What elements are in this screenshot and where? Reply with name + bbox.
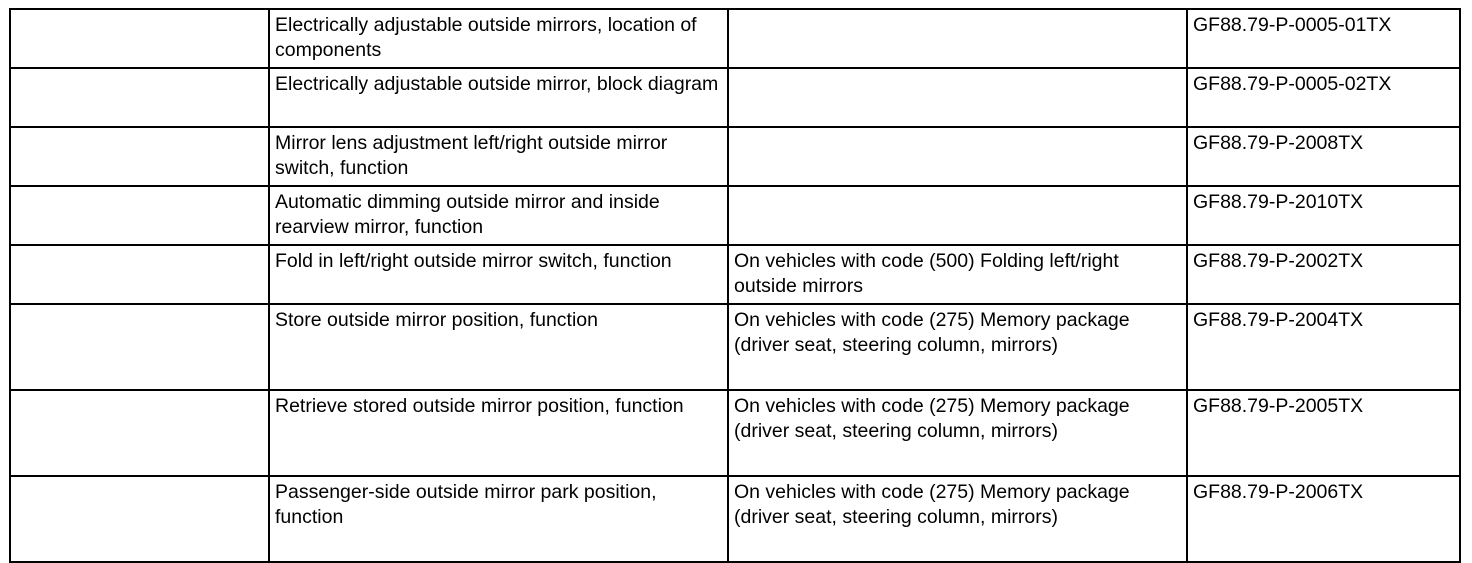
- condition-note-cell: [728, 127, 1187, 186]
- condition-note-cell: On vehicles with code (500) Folding left/right outside mirrors: [728, 245, 1187, 304]
- blank-cell: [10, 304, 269, 390]
- document-title-cell: Fold in left/right outside mirror switch, function: [269, 245, 728, 304]
- document-title-cell: Passenger-side outside mirror park position, function: [269, 476, 728, 562]
- table-row: [10, 9, 1460, 68]
- document-id-cell[interactable]: GF88.79-P-2006TX: [1187, 476, 1460, 562]
- table-row: [10, 68, 1460, 127]
- blank-cell: [10, 245, 269, 304]
- document-id-cell[interactable]: GF88.79-P-0005-02TX: [1187, 68, 1460, 127]
- document-title-cell: Electrically adjustable outside mirror, block diagram: [269, 68, 728, 127]
- table-row: [10, 186, 1460, 245]
- condition-note-cell: On vehicles with code (275) Memory package (driver seat, steering column, mirrors): [728, 304, 1187, 390]
- document-id-cell[interactable]: GF88.79-P-2004TX: [1187, 304, 1460, 390]
- table-row: [10, 476, 1460, 562]
- blank-cell: [10, 186, 269, 245]
- blank-cell: [10, 390, 269, 476]
- blank-cell: [10, 68, 269, 127]
- table-row: [10, 390, 1460, 476]
- condition-note-cell: [728, 68, 1187, 127]
- condition-note-cell: [728, 186, 1187, 245]
- document-title-cell: Mirror lens adjustment left/right outside mirror switch, function: [269, 127, 728, 186]
- blank-cell: [10, 127, 269, 186]
- blank-cell: [10, 476, 269, 562]
- document-title-cell: Store outside mirror position, function: [269, 304, 728, 390]
- document-title-cell: Retrieve stored outside mirror position, function: [269, 390, 728, 476]
- document-title-cell: Automatic dimming outside mirror and inside rearview mirror, function: [269, 186, 728, 245]
- table-row: [10, 127, 1460, 186]
- document-id-cell[interactable]: GF88.79-P-0005-01TX: [1187, 9, 1460, 68]
- condition-note-cell: [728, 9, 1187, 68]
- blank-cell: [10, 9, 269, 68]
- condition-note-cell: On vehicles with code (275) Memory package (driver seat, steering column, mirrors): [728, 390, 1187, 476]
- table-row: [10, 245, 1460, 304]
- reference-table: [9, 8, 1461, 563]
- table-row: [10, 304, 1460, 390]
- document-id-cell[interactable]: GF88.79-P-2005TX: [1187, 390, 1460, 476]
- document-id-cell[interactable]: GF88.79-P-2008TX: [1187, 127, 1460, 186]
- document-id-cell[interactable]: GF88.79-P-2010TX: [1187, 186, 1460, 245]
- document-title-cell: Electrically adjustable outside mirrors, location of components: [269, 9, 728, 68]
- document-id-cell[interactable]: GF88.79-P-2002TX: [1187, 245, 1460, 304]
- condition-note-cell: On vehicles with code (275) Memory package (driver seat, steering column, mirrors): [728, 476, 1187, 562]
